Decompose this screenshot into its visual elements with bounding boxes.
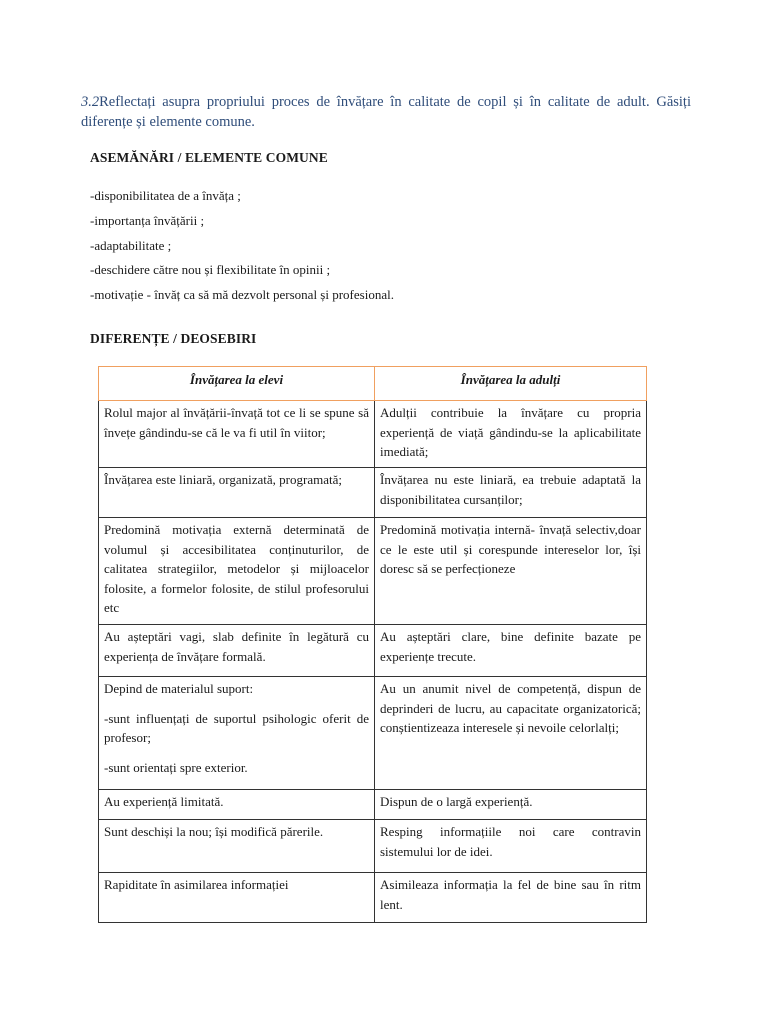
list-item: -disponibilitatea de a învăța ; bbox=[90, 188, 241, 203]
table-cell-students: Învățarea este liniară, organizată, programată; bbox=[99, 468, 375, 518]
table-cell-students: Rolul major al învățării-învață tot ce li se spune să învețe gândindu-se că le va fi util în viitor; bbox=[99, 401, 375, 468]
table-cell-adults: Predomină motivația internă- învață selectiv,doar ce le este util și corespunde intereselor lor, își doresc să se perfecționeze bbox=[375, 518, 647, 625]
common-elements-list bbox=[90, 184, 394, 308]
table-cell-students: Rapiditate în asimilarea informației bbox=[99, 873, 375, 923]
list-item: -importanța învățării ; bbox=[90, 212, 205, 228]
common-elements-heading: ASEMĂNĂRI / ELEMENTE COMUNE bbox=[90, 150, 328, 165]
table-row bbox=[99, 401, 647, 468]
table-row bbox=[99, 625, 647, 677]
table-row bbox=[99, 820, 647, 873]
cell-line: -sunt orientați spre exterior. bbox=[104, 759, 248, 775]
table-row bbox=[99, 677, 647, 790]
table-row bbox=[99, 468, 647, 518]
exercise-text: Reflectați asupra propriului proces de învățare în calitate de copil și în calitate de adult. Găsiți diferențe și elemente comune. bbox=[81, 94, 691, 130]
differences-heading: DIFERENȚE / DEOSEBIRI bbox=[90, 331, 257, 346]
cell-line: -sunt influențați de suportul psihologic oferit de profesor; bbox=[104, 710, 369, 746]
column-header-adults: Învățarea la adulți bbox=[375, 367, 647, 401]
table-row bbox=[99, 518, 647, 625]
table-cell-adults: Au așteptări clare, bine definite bazate pe experiențe trecute. bbox=[375, 625, 647, 677]
table-cell-adults: Adulții contribuie la învățare cu propria experiență de viață gândindu-se la aplicabilitate imediată; bbox=[375, 401, 647, 468]
table-cell-students: Predomină motivația externă determinată de volumul și accesibilitatea conținuturilor, de calitatea strategiilor, metodelor și mijloacelor folosite, a formelor folosite, de stilul profesorului etc bbox=[99, 518, 375, 625]
table-cell-students: Au experiență limitată. bbox=[99, 790, 375, 820]
comparison-table bbox=[98, 366, 647, 923]
table-header-row bbox=[99, 367, 647, 401]
list-item: -adaptabilitate ; bbox=[90, 237, 172, 253]
cell-line: Depind de materialul suport: bbox=[104, 681, 254, 696]
table-cell-students bbox=[99, 677, 375, 790]
table-cell-students: Au așteptări vagi, slab definite în legătură cu experiența de învățare formală. bbox=[99, 625, 375, 677]
exercise-number: 3.2 bbox=[81, 94, 100, 110]
table-cell-adults: Învățarea nu este liniară, ea trebuie adaptată la disponibilitatea cursanților; bbox=[375, 468, 647, 518]
exercise-prompt bbox=[81, 92, 691, 132]
table-cell-adults: Au un anumit nivel de competență, dispun de deprinderi de lucru, au capacitate organizatorică; conștientizeaza interesele și nevoile celorlalți; bbox=[375, 677, 647, 790]
table-cell-adults: Resping informațiile noi care contravin sistemului lor de idei. bbox=[375, 820, 647, 873]
list-item: -deschidere către nou și flexibilitate în opinii ; bbox=[90, 262, 331, 278]
table-row bbox=[99, 790, 647, 820]
table-cell-adults: Dispun de o largă experiență. bbox=[375, 790, 647, 820]
table-row bbox=[99, 873, 647, 923]
list-item: -motivație - învăț ca să mă dezvolt personal și profesional. bbox=[90, 287, 394, 303]
column-header-students: Învățarea la elevi bbox=[99, 367, 375, 401]
table-cell-adults: Asimileaza informația la fel de bine sau în ritm lent. bbox=[375, 873, 647, 923]
table-cell-students: Sunt deschiși la nou; își modifică părerile. bbox=[99, 820, 375, 873]
